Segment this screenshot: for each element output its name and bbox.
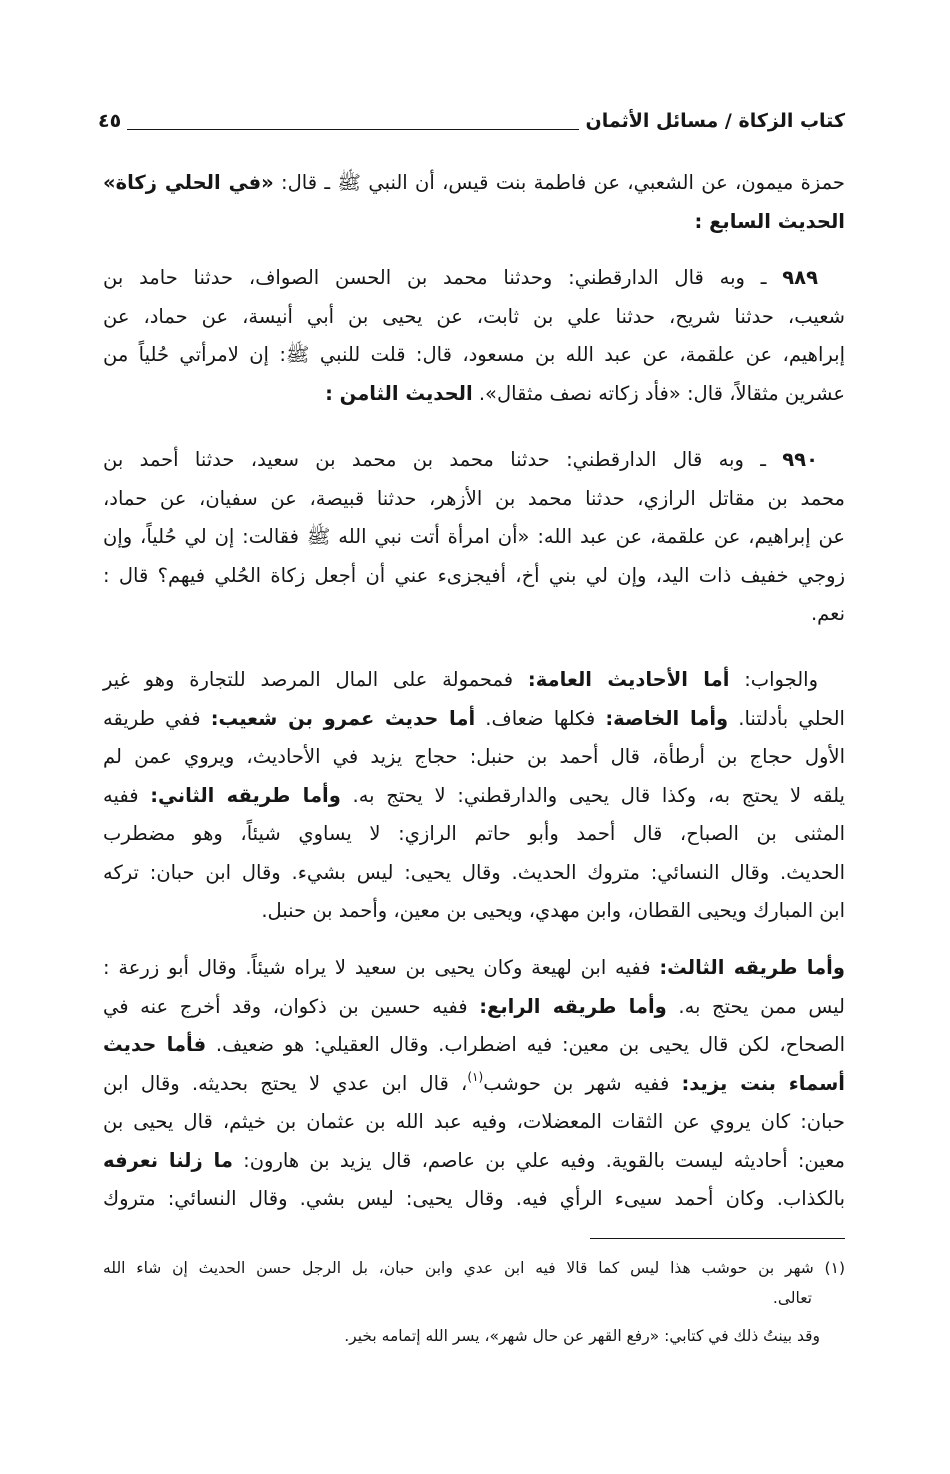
text-segment: ـ وبه قال الدارقطني: حدثنا محمد بن محمد بن سعيد، حدثنا أحمد بن (103, 448, 783, 471)
paragraph-hadith-989 (103, 259, 845, 413)
text-line (103, 1026, 845, 1065)
text-line (103, 336, 845, 375)
text-segment: ليس ممن يحتج به. (666, 994, 845, 1018)
text-line (103, 441, 845, 480)
bold-text: ٩٨٩ (782, 266, 818, 289)
text-segment: عن إبراهيم، عن علقمة، عن عبد الله: «أن امرأة أتت نبي الله ﷺ فقالت: إن لي حُلياً، وإن (103, 525, 845, 548)
text-segment: ففي طريقه (103, 706, 211, 730)
text-line (103, 661, 845, 700)
text-line (103, 1283, 845, 1313)
footnote-1 (103, 1253, 845, 1313)
text-segment: ففيه شهر بن حوشب (483, 1071, 682, 1095)
paragraph-hadith-990 (103, 441, 845, 634)
footnote-ref: (١) (467, 1069, 484, 1084)
text-line (103, 259, 845, 298)
text-segment: تعالى. (772, 1289, 812, 1307)
bold-text: الحديث الثامن : (325, 381, 473, 405)
footnote-rule (590, 1238, 845, 1239)
text-segment: عشرين مثقالاً، قال: «فأد زكاته نصف مثقال». (472, 381, 845, 405)
bold-text: وأما الخاصة: (605, 706, 729, 730)
text-line (103, 1142, 845, 1181)
bold-text: أما حديث عمرو بن شعيب: (210, 706, 476, 730)
page-header (98, 104, 845, 138)
text-segment: حبان: كان يروي عن الثقات المعضلات، وفيه عبد الله بن عثمان بن خيثم، قال يحيى بن (103, 1110, 845, 1133)
text-line (103, 815, 845, 854)
text-segment: نعم. (810, 602, 845, 625)
running-title: كتاب الزكاة / مسائل الأثمان (585, 110, 845, 132)
text-line (103, 854, 845, 893)
text-line (103, 595, 845, 634)
text-segment: زوجي خفيف ذات اليد، وإن لي بني أخ، أفيجزىء عني أن أجعل زكاة الحُلي فيهم؟ قال : (103, 563, 845, 587)
text-segment: ، قال ابن عدي لا يحتج بحديثه. وقال ابن (103, 1071, 468, 1095)
page-number: ٤٥ (98, 110, 122, 132)
footnote-note (103, 1321, 845, 1351)
text-segment: ابن المبارك ويحيى القطان، وابن مهدي، ويحيى بن معين، وأحمد بن حنبل. (261, 899, 845, 922)
text-segment: فمحمولة على المال المرصد للتجارة وهو غير (103, 668, 528, 691)
text-line (103, 1253, 845, 1283)
paragraph-third-chain (103, 949, 845, 1219)
text-line (103, 988, 845, 1027)
text-segment: بالكذاب. وكان أحمد سيىء الرأي فيه. وقال يحيى: ليس بشي. وقال النسائي: متروك (103, 1187, 845, 1210)
text-line (103, 1180, 845, 1219)
text-segment: المثنى بن الصباح، قال أحمد وأبو حاتم الرازي: لا يساوي شيئاً، وهو مضطرب (103, 822, 845, 845)
text-segment: الصحاح، لكن قال يحيى بن معين: فيه اضطراب. وقال العقيلي: هو ضعيف. (206, 1033, 846, 1056)
text-segment: فكلها ضعاف. (475, 706, 606, 730)
text-segment: الحلي بأدلتنا. (728, 706, 845, 730)
bold-text: «في الحلي زكاة» (103, 171, 274, 194)
text-segment: ـ وبه قال الدارقطني: وحدثنا محمد بن الحسن الصواف، حدثنا حامد بن (103, 266, 783, 289)
text-line (103, 700, 845, 739)
bold-text: الحديث السابع : (694, 209, 845, 233)
bold-text: وأما طريقه الثاني: (150, 783, 341, 807)
bold-text: وأما طريقه الثالث: (659, 956, 845, 979)
text-line (103, 738, 845, 777)
text-segment: الحديث. وقال النسائي: متروك الحديث. وقال يحيى: ليس بشيء. وقال ابن حبان: تركه (103, 860, 845, 884)
paragraph-continued (103, 164, 845, 241)
text-line (103, 375, 845, 414)
text-segment: والجواب: (729, 668, 818, 691)
text-segment: وقد بينتُ ذلك في كتابي: «رفع القهر عن حال شهر»، يسر الله إتمامه بخير. (344, 1327, 820, 1345)
text-line (103, 1321, 820, 1351)
text-segment: إبراهيم، عن علقمة، عن عبد الله بن مسعود، قال: قلت للنبي ﷺ: إن لامرأتي حُلياً من (103, 343, 845, 366)
bold-text: أسماء بنت يزيد: (681, 1071, 845, 1095)
text-segment: الأول حجاج بن أرطأة، قال أحمد بن حنبل: حجاج يزيد في الأحاديث، ويروي عمن لم (103, 745, 845, 768)
text-segment: يلقه لا يحتج به، وكذا قال يحيى والدارقطني: لا يحتج به. (340, 783, 845, 807)
text-line (103, 949, 845, 988)
bold-text: وأما طريقه الرابع: (479, 994, 667, 1018)
text-segment: ففيه (103, 783, 151, 807)
text-line (103, 298, 845, 337)
text-line (103, 1103, 845, 1142)
text-line (103, 1065, 845, 1104)
text-segment: (١) شهر بن حوشب هذا ليس كما قالا فيه ابن عدي وابن حبان، بل الرجل حسن الحديث إن شاء الله (103, 1259, 845, 1277)
text-segment: معين: أحاديثه ليست بالقوية. وفيه علي بن عاصم، قال يزيد بن هارون: (232, 1148, 845, 1172)
paragraph-answer (103, 661, 845, 931)
text-line (103, 203, 845, 242)
text-line (103, 518, 845, 557)
text-segment: حمزة ميمون، عن الشعبي، عن فاطمة بنت قيس، أن النبي ﷺ ـ قال: (273, 171, 845, 194)
bold-text: ٩٩٠ (782, 448, 818, 471)
text-line (103, 777, 845, 816)
text-line (103, 892, 845, 931)
bold-text: فأما حديث (103, 1033, 207, 1056)
text-segment: ففيه حسين بن ذكوان، وقد أخرج عنه في (103, 994, 480, 1018)
text-segment: محمد بن مقاتل الرازي، حدثنا محمد بن الأزهر، حدثنا قبيصة، عن سفيان، عن حماد، (103, 486, 845, 510)
header-rule (127, 129, 579, 130)
text-line (103, 164, 845, 203)
text-line (103, 480, 845, 519)
text-segment: شعيب، حدثنا شريح، حدثنا علي بن ثابت، عن يحيى بن أبي أنيسة، عن حماد، عن (103, 304, 845, 328)
bold-text: أما الأحاديث العامة: (527, 668, 730, 691)
bold-text: ما زلنا نعرفه (103, 1148, 233, 1172)
text-segment: ففيه ابن لهيعة وكان يحيى بن سعيد لا يراه شيئاً. وقال أبو زرعة : (103, 956, 660, 979)
text-line (103, 557, 845, 596)
